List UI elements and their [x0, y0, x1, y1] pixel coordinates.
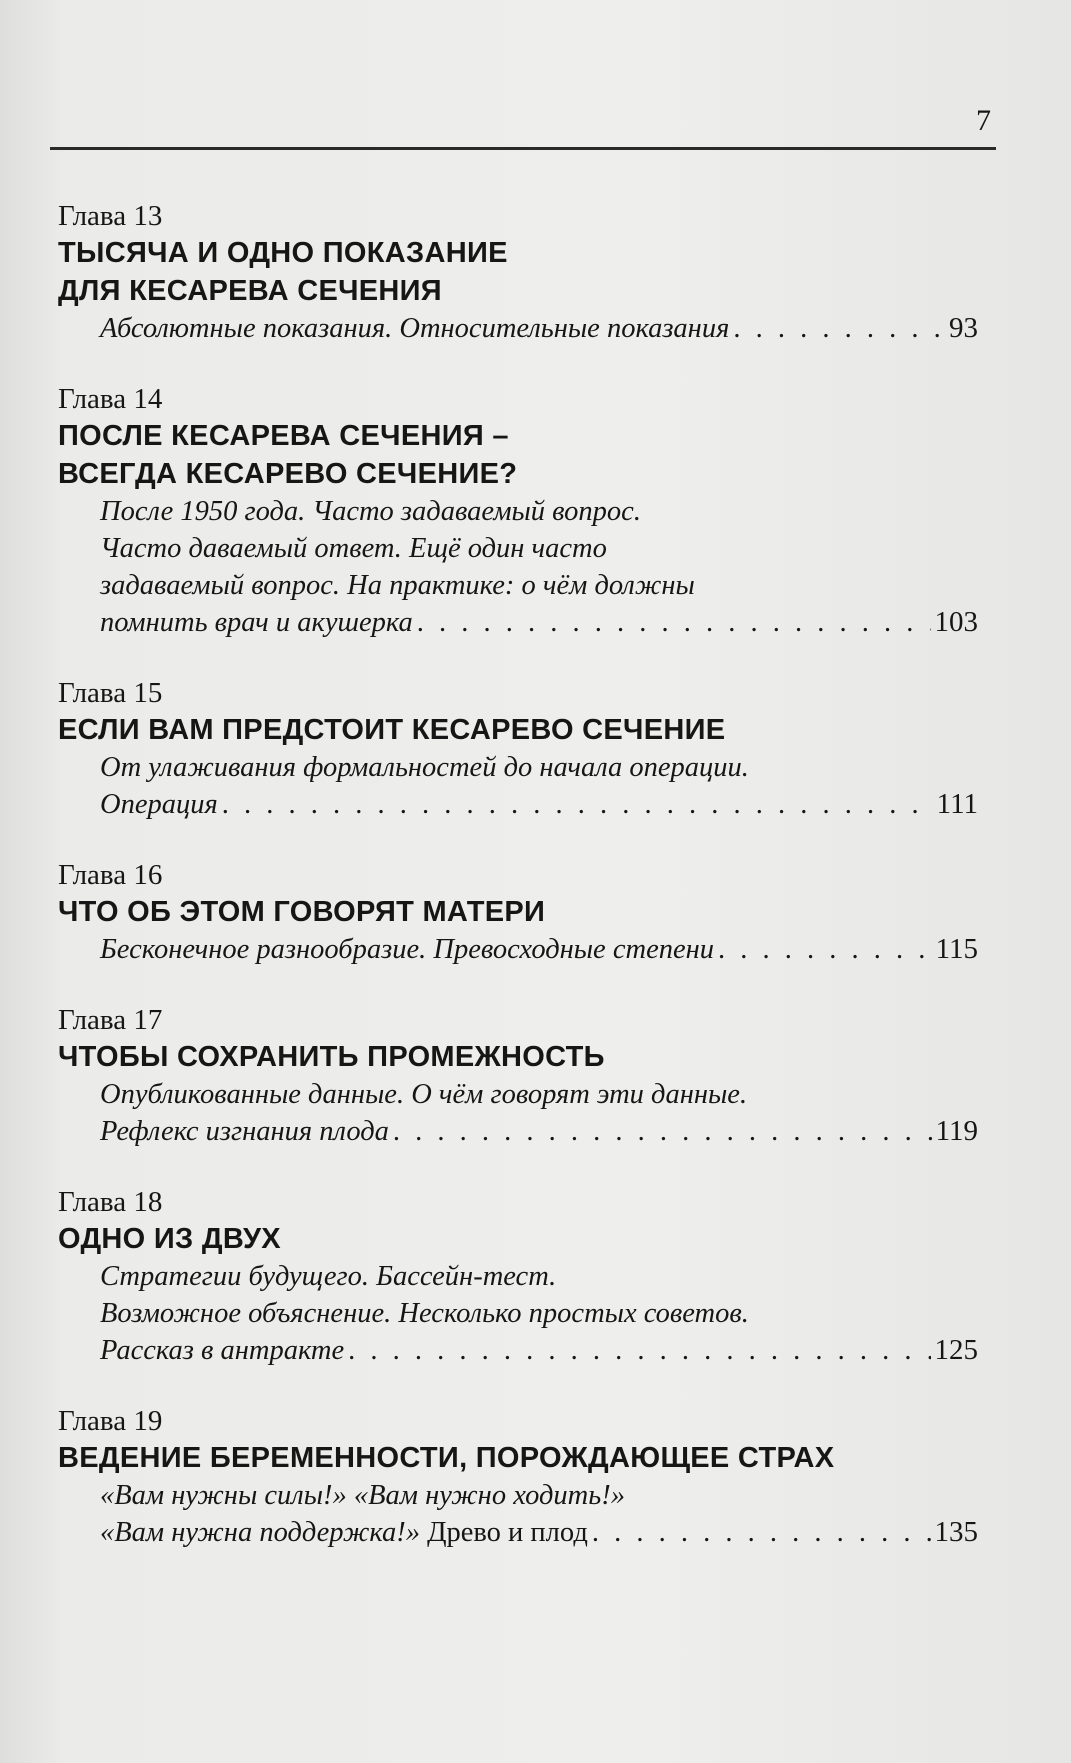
- chapter-title-line: ЕСЛИ ВАМ ПРЕДСТОИТ КЕСАРЕВО СЕЧЕНИЕ: [58, 714, 726, 746]
- entry-text-line: Возможное объяснение. Несколько простых советов.: [100, 1298, 749, 1329]
- dot-leader: [417, 604, 931, 641]
- chapter-label: Глава 18: [58, 1186, 163, 1218]
- dot-leader: [718, 931, 932, 968]
- toc-entry[interactable]: [100, 310, 978, 347]
- page-number: 7: [976, 104, 991, 137]
- chapter-16: [58, 857, 978, 968]
- dot-leader: [733, 310, 945, 347]
- chapter-label: Глава 14: [58, 383, 163, 415]
- entry-text-normal: Древо и плод: [427, 1517, 588, 1548]
- entry-page-number: 93: [949, 312, 978, 344]
- entry-text-line: От улаживания формальностей до начала операции.: [100, 752, 749, 783]
- entry-text: помнить врач и акушерка: [100, 607, 413, 638]
- dot-leader: [348, 1332, 930, 1369]
- toc-entry[interactable]: [100, 786, 978, 823]
- toc-entry[interactable]: [100, 604, 978, 641]
- chapter-15: [58, 675, 978, 823]
- chapter-title-line: ПОСЛЕ КЕСАРЕВА СЕЧЕНИЯ –: [58, 420, 509, 452]
- dot-leader: [592, 1514, 931, 1551]
- entry-text-line: «Вам нужны силы!» «Вам нужно ходить!»: [100, 1480, 625, 1511]
- entry-text-italic: «Вам нужна поддержка!»: [100, 1517, 428, 1548]
- chapter-label: Глава 13: [58, 200, 163, 232]
- entry-text-line: Опубликованные данные. О чём говорят эти данные.: [100, 1079, 748, 1110]
- header-rule: [50, 147, 996, 150]
- entry-text: Бесконечное разнообразие. Превосходные степени: [100, 934, 715, 965]
- chapter-label: Глава 17: [58, 1004, 163, 1036]
- toc-entry[interactable]: [100, 1514, 978, 1551]
- entry-page-number: 103: [934, 606, 978, 638]
- entry-text-line: задаваемый вопрос. На практике: о чём должны: [100, 570, 695, 601]
- entry-text-line: Стратегии будущего. Бассейн-тест.: [100, 1261, 557, 1292]
- chapter-17: [58, 1002, 978, 1150]
- chapter-title-line: ВЕДЕНИЕ БЕРЕМЕННОСТИ, ПОРОЖДАЮЩЕЕ СТРАХ: [58, 1442, 835, 1474]
- entry-page-number: 115: [935, 933, 978, 965]
- toc-entry[interactable]: [100, 931, 978, 968]
- chapter-entries: [58, 1258, 978, 1369]
- toc-entry[interactable]: [100, 1113, 978, 1150]
- chapter-title-line: ЧТО ОБ ЭТОМ ГОВОРЯТ МАТЕРИ: [58, 896, 546, 928]
- entry-page-number: 135: [934, 1516, 978, 1548]
- chapter-entries: [58, 1076, 978, 1150]
- chapter-title-line: ТЫСЯЧА И ОДНО ПОКАЗАНИЕ: [58, 237, 508, 269]
- chapter-title-line: ВСЕГДА КЕСАРЕВО СЕЧЕНИЕ?: [58, 458, 518, 490]
- chapter-label: Глава 19: [58, 1405, 163, 1437]
- chapter-entries: [58, 310, 978, 347]
- entry-page-number: 111: [936, 788, 978, 820]
- toc-entry[interactable]: [100, 1332, 978, 1369]
- chapter-entries: [58, 1477, 978, 1551]
- chapter-label: Глава 16: [58, 859, 163, 891]
- chapter-title-line: ДЛЯ КЕСАРЕВА СЕЧЕНИЯ: [58, 275, 442, 307]
- chapter-title-line: ОДНО ИЗ ДВУХ: [58, 1223, 281, 1255]
- entry-text: Рефлекс изгнания плода: [100, 1116, 389, 1147]
- chapter-entries: [58, 493, 978, 641]
- dot-leader: [222, 786, 933, 823]
- entry-text: Рассказ в антракте: [100, 1335, 345, 1366]
- entry-text-line: После 1950 года. Часто задаваемый вопрос.: [100, 496, 641, 527]
- chapter-label: Глава 15: [58, 677, 163, 709]
- entry-text-line: Часто даваемый ответ. Ещё один часто: [100, 533, 607, 564]
- entry-text: [100, 1514, 588, 1551]
- entry-page-number: 125: [934, 1334, 978, 1366]
- chapter-title-line: ЧТОБЫ СОХРАНИТЬ ПРОМЕЖНОСТЬ: [58, 1041, 605, 1073]
- chapter-19: [58, 1403, 978, 1551]
- table-of-contents: [58, 198, 978, 1585]
- chapter-13: [58, 198, 978, 347]
- chapter-entries: [58, 931, 978, 968]
- chapter-18: [58, 1184, 978, 1369]
- entry-page-number: 119: [935, 1115, 978, 1147]
- chapter-14: [58, 381, 978, 641]
- chapter-entries: [58, 749, 978, 823]
- entry-text: Абсолютные показания. Относительные показания: [100, 313, 730, 344]
- dot-leader: [393, 1113, 932, 1150]
- entry-text: Операция: [100, 789, 218, 820]
